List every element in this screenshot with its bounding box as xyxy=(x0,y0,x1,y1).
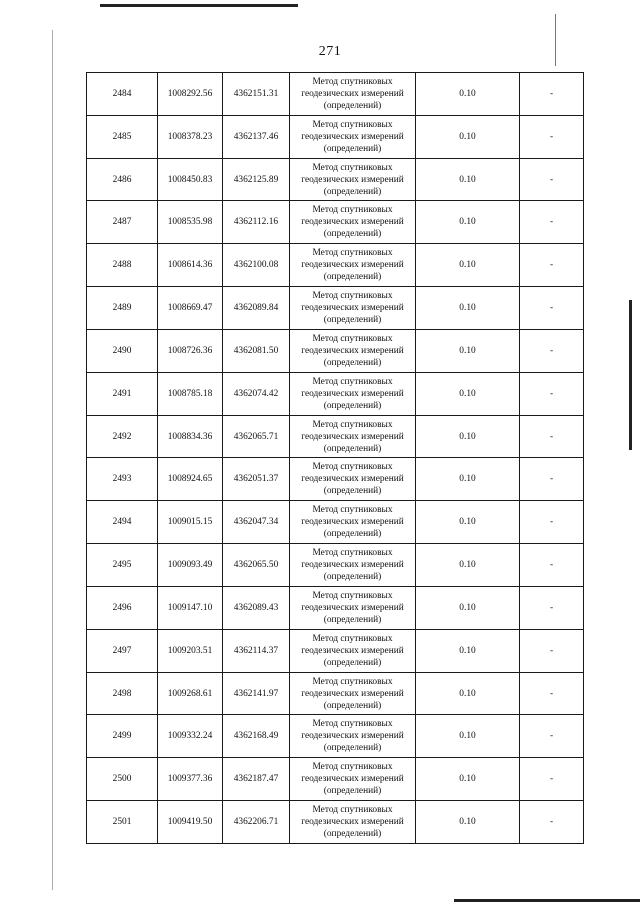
accuracy-cell: 0.10 xyxy=(416,158,520,201)
method-line: (определений) xyxy=(323,700,382,711)
method-line: (определений) xyxy=(323,486,382,497)
table-row xyxy=(87,629,584,672)
accuracy-cell: 0.10 xyxy=(416,244,520,287)
method-line: Метод спутниковых xyxy=(312,548,393,559)
point-number-cell: 2499 xyxy=(87,715,158,758)
extra-cell: - xyxy=(520,458,584,501)
extra-cell: - xyxy=(520,501,584,544)
point-number-cell: 2490 xyxy=(87,329,158,372)
y-coordinate-cell: 4362051.37 xyxy=(223,458,290,501)
accuracy-cell: 0.10 xyxy=(416,415,520,458)
method-cell xyxy=(290,115,416,158)
method-line: (определений) xyxy=(323,657,382,668)
extra-cell: - xyxy=(520,544,584,587)
extra-cell: - xyxy=(520,372,584,415)
point-number-cell: 2498 xyxy=(87,672,158,715)
extra-cell: - xyxy=(520,287,584,330)
y-coordinate-cell: 4362168.49 xyxy=(223,715,290,758)
method-line: (определений) xyxy=(323,143,382,154)
method-line: (определений) xyxy=(323,572,382,583)
extra-cell: - xyxy=(520,115,584,158)
method-line: Метод спутниковых xyxy=(312,762,393,773)
y-coordinate-cell: 4362065.71 xyxy=(223,415,290,458)
method-cell xyxy=(290,544,416,587)
method-cell xyxy=(290,329,416,372)
y-coordinate-cell: 4362151.31 xyxy=(223,73,290,116)
method-line: (определений) xyxy=(323,272,382,283)
table-row xyxy=(87,115,584,158)
method-line: геодезических измерений xyxy=(301,817,404,828)
x-coordinate-cell: 1009147.10 xyxy=(158,586,223,629)
method-line: Метод спутниковых xyxy=(312,119,393,130)
method-cell xyxy=(290,73,416,116)
scan-edge-left xyxy=(52,30,53,890)
table-row xyxy=(87,73,584,116)
method-line: (определений) xyxy=(323,186,382,197)
point-number-cell: 2492 xyxy=(87,415,158,458)
accuracy-cell: 0.10 xyxy=(416,544,520,587)
extra-cell: - xyxy=(520,415,584,458)
method-line: (определений) xyxy=(323,100,382,111)
scan-edge-top xyxy=(100,4,298,7)
method-line: (определений) xyxy=(323,229,382,240)
method-line: (определений) xyxy=(323,357,382,368)
method-cell xyxy=(290,629,416,672)
scan-edge-right-mark xyxy=(629,300,632,450)
accuracy-cell: 0.10 xyxy=(416,458,520,501)
y-coordinate-cell: 4362089.43 xyxy=(223,586,290,629)
point-number-cell: 2484 xyxy=(87,73,158,116)
table-row xyxy=(87,501,584,544)
table-row xyxy=(87,458,584,501)
x-coordinate-cell: 1009419.50 xyxy=(158,801,223,844)
method-line: (определений) xyxy=(323,443,382,454)
method-cell xyxy=(290,458,416,501)
method-line: Метод спутниковых xyxy=(312,333,393,344)
extra-cell: - xyxy=(520,586,584,629)
table-row xyxy=(87,287,584,330)
x-coordinate-cell: 1008614.36 xyxy=(158,244,223,287)
accuracy-cell: 0.10 xyxy=(416,287,520,330)
point-number-cell: 2485 xyxy=(87,115,158,158)
method-line: геодезических измерений xyxy=(301,688,404,699)
table-row xyxy=(87,329,584,372)
table-row xyxy=(87,372,584,415)
accuracy-cell: 0.10 xyxy=(416,501,520,544)
method-line: геодезических измерений xyxy=(301,131,404,142)
method-line: Метод спутниковых xyxy=(312,633,393,644)
x-coordinate-cell: 1008450.83 xyxy=(158,158,223,201)
x-coordinate-cell: 1008785.18 xyxy=(158,372,223,415)
point-number-cell: 2501 xyxy=(87,801,158,844)
x-coordinate-cell: 1008535.98 xyxy=(158,201,223,244)
method-cell xyxy=(290,415,416,458)
method-line: Метод спутниковых xyxy=(312,676,393,687)
extra-cell: - xyxy=(520,801,584,844)
point-number-cell: 2500 xyxy=(87,758,158,801)
table-row xyxy=(87,415,584,458)
method-cell xyxy=(290,501,416,544)
method-line: геодезических измерений xyxy=(301,217,404,228)
method-line: (определений) xyxy=(323,829,382,840)
method-cell xyxy=(290,287,416,330)
x-coordinate-cell: 1009203.51 xyxy=(158,629,223,672)
method-line: геодезических измерений xyxy=(301,174,404,185)
point-number-cell: 2491 xyxy=(87,372,158,415)
y-coordinate-cell: 4362125.89 xyxy=(223,158,290,201)
coordinates-table xyxy=(86,72,584,844)
table-row xyxy=(87,586,584,629)
x-coordinate-cell: 1008726.36 xyxy=(158,329,223,372)
table-row xyxy=(87,758,584,801)
table-row xyxy=(87,158,584,201)
method-line: геодезических измерений xyxy=(301,303,404,314)
method-line: геодезических измерений xyxy=(301,474,404,485)
x-coordinate-cell: 1008669.47 xyxy=(158,287,223,330)
method-line: Метод спутниковых xyxy=(312,291,393,302)
point-number-cell: 2495 xyxy=(87,544,158,587)
y-coordinate-cell: 4362112.16 xyxy=(223,201,290,244)
extra-cell: - xyxy=(520,73,584,116)
method-line: геодезических измерений xyxy=(301,88,404,99)
point-number-cell: 2487 xyxy=(87,201,158,244)
x-coordinate-cell: 1009093.49 xyxy=(158,544,223,587)
extra-cell: - xyxy=(520,758,584,801)
method-line: Метод спутниковых xyxy=(312,162,393,173)
method-line: (определений) xyxy=(323,529,382,540)
scan-edge-bottom xyxy=(454,899,640,902)
method-line: геодезических измерений xyxy=(301,645,404,656)
method-line: Метод спутниковых xyxy=(312,719,393,730)
coordinates-table-body xyxy=(87,73,584,844)
accuracy-cell: 0.10 xyxy=(416,201,520,244)
table-row xyxy=(87,544,584,587)
x-coordinate-cell: 1009268.61 xyxy=(158,672,223,715)
accuracy-cell: 0.10 xyxy=(416,329,520,372)
method-line: (определений) xyxy=(323,400,382,411)
extra-cell: - xyxy=(520,158,584,201)
y-coordinate-cell: 4362206.71 xyxy=(223,801,290,844)
point-number-cell: 2486 xyxy=(87,158,158,201)
extra-cell: - xyxy=(520,329,584,372)
method-line: геодезических измерений xyxy=(301,431,404,442)
method-cell xyxy=(290,758,416,801)
method-line: геодезических измерений xyxy=(301,560,404,571)
method-line: Метод спутниковых xyxy=(312,376,393,387)
method-line: (определений) xyxy=(323,614,382,625)
x-coordinate-cell: 1008292.56 xyxy=(158,73,223,116)
method-line: геодезических измерений xyxy=(301,602,404,613)
table-row xyxy=(87,244,584,287)
page-number: 271 xyxy=(318,44,342,59)
extra-cell: - xyxy=(520,244,584,287)
x-coordinate-cell: 1009377.36 xyxy=(158,758,223,801)
y-coordinate-cell: 4362141.97 xyxy=(223,672,290,715)
method-cell xyxy=(290,244,416,287)
method-line: геодезических измерений xyxy=(301,731,404,742)
y-coordinate-cell: 4362065.50 xyxy=(223,544,290,587)
y-coordinate-cell: 4362047.34 xyxy=(223,501,290,544)
x-coordinate-cell: 1009015.15 xyxy=(158,501,223,544)
method-line: геодезических измерений xyxy=(301,345,404,356)
accuracy-cell: 0.10 xyxy=(416,372,520,415)
y-coordinate-cell: 4362081.50 xyxy=(223,329,290,372)
point-number-cell: 2494 xyxy=(87,501,158,544)
accuracy-cell: 0.10 xyxy=(416,801,520,844)
accuracy-cell: 0.10 xyxy=(416,758,520,801)
point-number-cell: 2488 xyxy=(87,244,158,287)
accuracy-cell: 0.10 xyxy=(416,629,520,672)
table-row xyxy=(87,201,584,244)
method-cell xyxy=(290,372,416,415)
method-cell xyxy=(290,586,416,629)
method-cell xyxy=(290,201,416,244)
method-line: Метод спутниковых xyxy=(312,248,393,259)
point-number-cell: 2497 xyxy=(87,629,158,672)
extra-cell: - xyxy=(520,201,584,244)
y-coordinate-cell: 4362100.08 xyxy=(223,244,290,287)
accuracy-cell: 0.10 xyxy=(416,586,520,629)
extra-cell: - xyxy=(520,629,584,672)
x-coordinate-cell: 1008834.36 xyxy=(158,415,223,458)
y-coordinate-cell: 4362137.46 xyxy=(223,115,290,158)
accuracy-cell: 0.10 xyxy=(416,715,520,758)
point-number-cell: 2496 xyxy=(87,586,158,629)
x-coordinate-cell: 1009332.24 xyxy=(158,715,223,758)
method-line: Метод спутниковых xyxy=(312,805,393,816)
y-coordinate-cell: 4362187.47 xyxy=(223,758,290,801)
method-line: геодезических измерений xyxy=(301,517,404,528)
method-line: Метод спутниковых xyxy=(312,462,393,473)
table-row xyxy=(87,672,584,715)
method-line: геодезических измерений xyxy=(301,260,404,271)
extra-cell: - xyxy=(520,672,584,715)
accuracy-cell: 0.10 xyxy=(416,672,520,715)
point-number-cell: 2493 xyxy=(87,458,158,501)
method-line: (определений) xyxy=(323,786,382,797)
y-coordinate-cell: 4362114.37 xyxy=(223,629,290,672)
method-line: Метод спутниковых xyxy=(312,505,393,516)
method-cell xyxy=(290,672,416,715)
x-coordinate-cell: 1008378.23 xyxy=(158,115,223,158)
x-coordinate-cell: 1008924.65 xyxy=(158,458,223,501)
table-row xyxy=(87,715,584,758)
accuracy-cell: 0.10 xyxy=(416,73,520,116)
method-line: геодезических измерений xyxy=(301,388,404,399)
method-line: геодезических измерений xyxy=(301,774,404,785)
method-line: (определений) xyxy=(323,743,382,754)
accuracy-cell: 0.10 xyxy=(416,115,520,158)
y-coordinate-cell: 4362074.42 xyxy=(223,372,290,415)
point-number-cell: 2489 xyxy=(87,287,158,330)
table-row xyxy=(87,801,584,844)
method-line: Метод спутниковых xyxy=(312,205,393,216)
extra-cell: - xyxy=(520,715,584,758)
method-line: Метод спутниковых xyxy=(312,590,393,601)
method-cell xyxy=(290,715,416,758)
method-cell xyxy=(290,158,416,201)
method-line: Метод спутниковых xyxy=(312,76,393,87)
method-line: (определений) xyxy=(323,315,382,326)
method-cell xyxy=(290,801,416,844)
y-coordinate-cell: 4362089.84 xyxy=(223,287,290,330)
method-line: Метод спутниковых xyxy=(312,419,393,430)
